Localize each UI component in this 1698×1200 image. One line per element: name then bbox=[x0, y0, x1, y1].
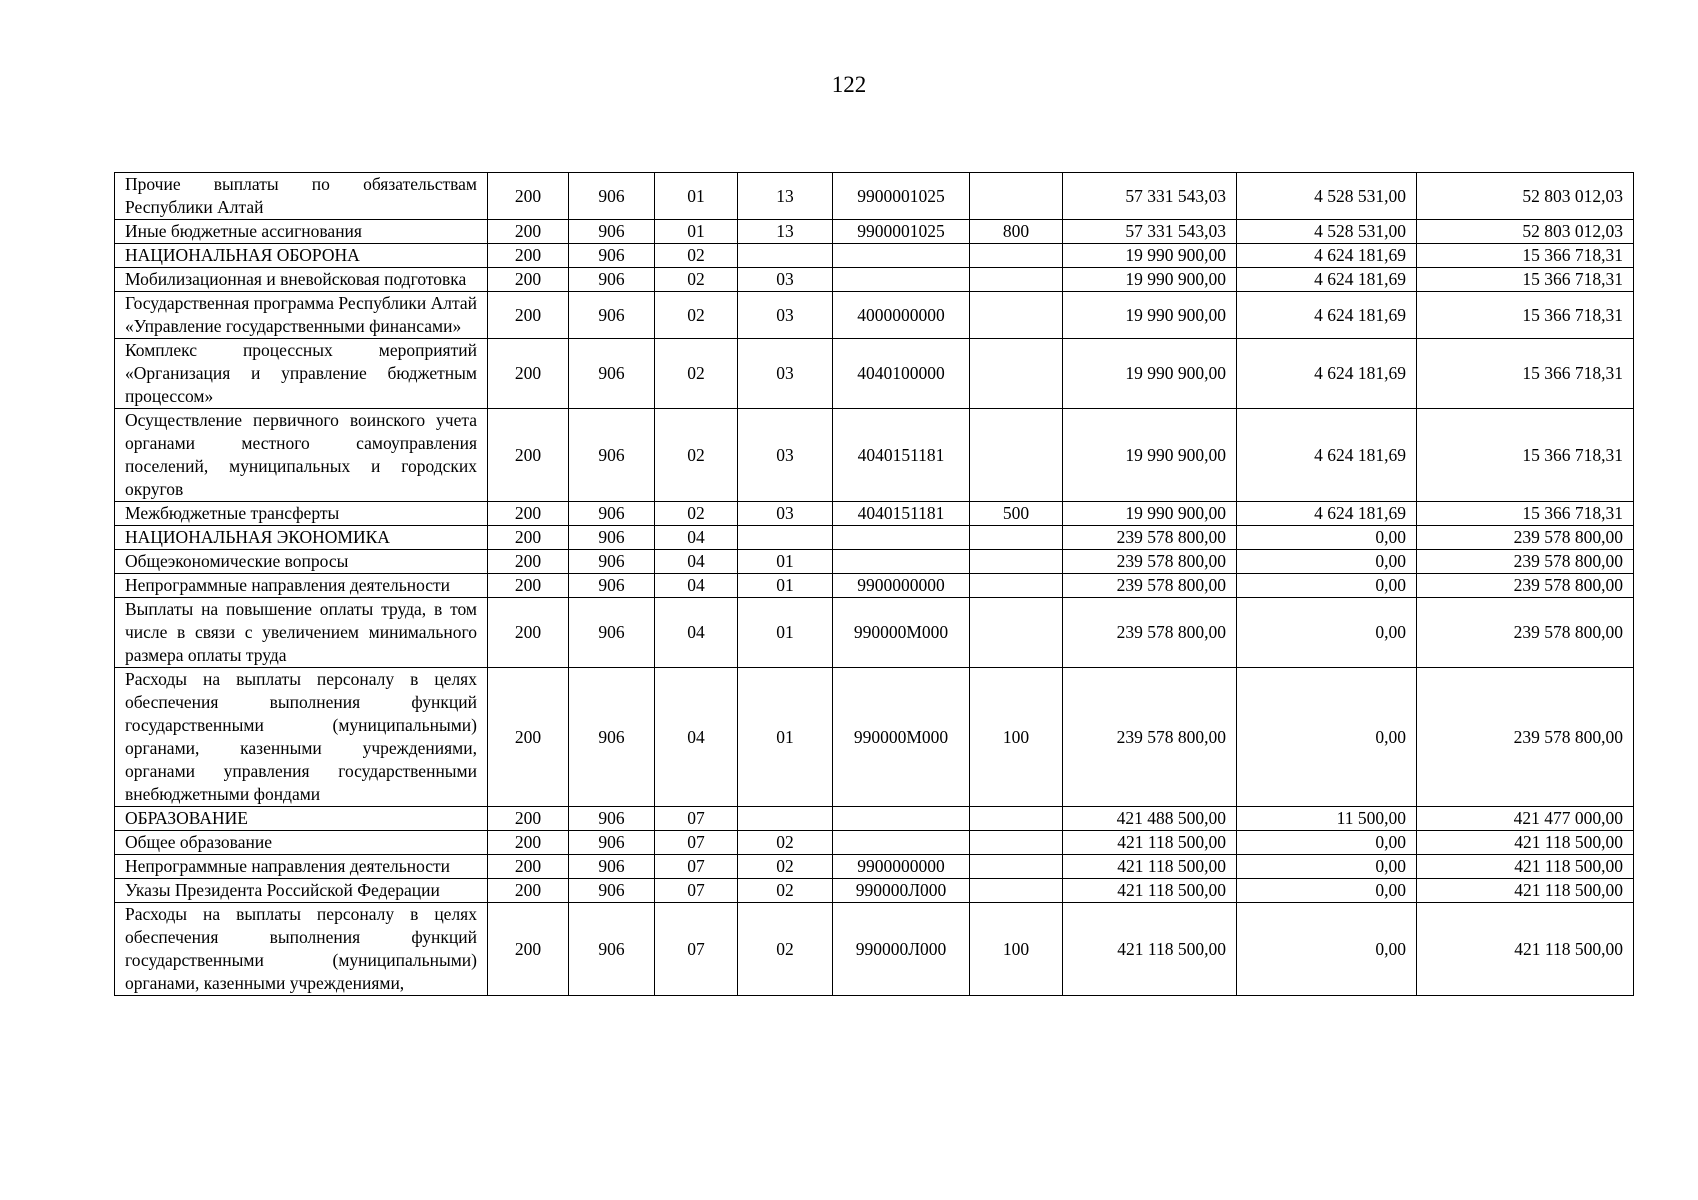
section-code: 200 bbox=[488, 807, 569, 831]
target-article-code bbox=[833, 550, 970, 574]
amount-result: 421 118 500,00 bbox=[1417, 903, 1634, 996]
amount-total: 19 990 900,00 bbox=[1063, 502, 1237, 526]
target-article-code bbox=[833, 268, 970, 292]
expense-type-code bbox=[970, 268, 1063, 292]
chapter-code: 02 bbox=[655, 244, 738, 268]
ministry-code: 906 bbox=[569, 879, 655, 903]
amount-change: 0,00 bbox=[1237, 574, 1417, 598]
row-name: ОБРАЗОВАНИЕ bbox=[115, 807, 488, 831]
table-row bbox=[115, 879, 1634, 903]
table-row bbox=[115, 598, 1634, 668]
expense-type-code bbox=[970, 339, 1063, 409]
subsection-code: 01 bbox=[738, 574, 833, 598]
subsection-code: 03 bbox=[738, 292, 833, 339]
amount-result: 421 118 500,00 bbox=[1417, 879, 1634, 903]
budget-table bbox=[114, 172, 1634, 996]
amount-total: 239 578 800,00 bbox=[1063, 668, 1237, 807]
row-name: Общеэкономические вопросы bbox=[115, 550, 488, 574]
row-name: Выплаты на повышение оплаты труда, в том числе в связи с увеличением минимального размера оплаты труда bbox=[115, 598, 488, 668]
expense-type-code bbox=[970, 292, 1063, 339]
subsection-code: 13 bbox=[738, 220, 833, 244]
row-name: Комплекс процессных мероприятий «Организация и управление бюджетным процессом» bbox=[115, 339, 488, 409]
ministry-code: 906 bbox=[569, 244, 655, 268]
target-article-code: 9900001025 bbox=[833, 173, 970, 220]
section-code: 200 bbox=[488, 268, 569, 292]
table-row bbox=[115, 292, 1634, 339]
table-row bbox=[115, 173, 1634, 220]
subsection-code: 01 bbox=[738, 668, 833, 807]
chapter-code: 04 bbox=[655, 668, 738, 807]
ministry-code: 906 bbox=[569, 502, 655, 526]
amount-change: 4 528 531,00 bbox=[1237, 220, 1417, 244]
target-article-code bbox=[833, 526, 970, 550]
ministry-code: 906 bbox=[569, 668, 655, 807]
amount-total: 57 331 543,03 bbox=[1063, 220, 1237, 244]
ministry-code: 906 bbox=[569, 339, 655, 409]
row-name: НАЦИОНАЛЬНАЯ ЭКОНОМИКА bbox=[115, 526, 488, 550]
amount-change: 0,00 bbox=[1237, 550, 1417, 574]
ministry-code: 906 bbox=[569, 550, 655, 574]
section-code: 200 bbox=[488, 292, 569, 339]
chapter-code: 07 bbox=[655, 855, 738, 879]
row-name: Непрограммные направления деятельности bbox=[115, 855, 488, 879]
expense-type-code: 100 bbox=[970, 668, 1063, 807]
amount-change: 11 500,00 bbox=[1237, 807, 1417, 831]
amount-total: 19 990 900,00 bbox=[1063, 339, 1237, 409]
page-number: 122 bbox=[831, 72, 867, 97]
row-name: Прочие выплаты по обязательствам Республики Алтай bbox=[115, 173, 488, 220]
chapter-code: 07 bbox=[655, 879, 738, 903]
amount-result: 15 366 718,31 bbox=[1417, 339, 1634, 409]
amount-result: 15 366 718,31 bbox=[1417, 409, 1634, 502]
amount-result: 239 578 800,00 bbox=[1417, 550, 1634, 574]
subsection-code bbox=[738, 244, 833, 268]
ministry-code: 906 bbox=[569, 292, 655, 339]
ministry-code: 906 bbox=[569, 855, 655, 879]
amount-result: 15 366 718,31 bbox=[1417, 292, 1634, 339]
table-row bbox=[115, 668, 1634, 807]
section-code: 200 bbox=[488, 409, 569, 502]
expense-type-code bbox=[970, 409, 1063, 502]
target-article-code: 9900000000 bbox=[833, 574, 970, 598]
subsection-code: 13 bbox=[738, 173, 833, 220]
chapter-code: 04 bbox=[655, 526, 738, 550]
ministry-code: 906 bbox=[569, 831, 655, 855]
section-code: 200 bbox=[488, 244, 569, 268]
subsection-code: 03 bbox=[738, 502, 833, 526]
target-article-code: 9900001025 bbox=[833, 220, 970, 244]
subsection-code: 02 bbox=[738, 903, 833, 996]
chapter-code: 04 bbox=[655, 598, 738, 668]
amount-change: 4 624 181,69 bbox=[1237, 502, 1417, 526]
amount-total: 421 118 500,00 bbox=[1063, 831, 1237, 855]
section-code: 200 bbox=[488, 550, 569, 574]
table-row bbox=[115, 855, 1634, 879]
row-name: Общее образование bbox=[115, 831, 488, 855]
amount-change: 4 624 181,69 bbox=[1237, 268, 1417, 292]
amount-change: 0,00 bbox=[1237, 903, 1417, 996]
amount-result: 239 578 800,00 bbox=[1417, 668, 1634, 807]
expense-type-code bbox=[970, 879, 1063, 903]
amount-change: 0,00 bbox=[1237, 831, 1417, 855]
subsection-code: 02 bbox=[738, 831, 833, 855]
subsection-code: 02 bbox=[738, 855, 833, 879]
amount-change: 4 624 181,69 bbox=[1237, 409, 1417, 502]
target-article-code: 9900000000 bbox=[833, 855, 970, 879]
table-row bbox=[115, 550, 1634, 574]
section-code: 200 bbox=[488, 574, 569, 598]
section-code: 200 bbox=[488, 903, 569, 996]
table-row bbox=[115, 574, 1634, 598]
expense-type-code: 100 bbox=[970, 903, 1063, 996]
expense-type-code bbox=[970, 831, 1063, 855]
chapter-code: 02 bbox=[655, 502, 738, 526]
table-row bbox=[115, 807, 1634, 831]
chapter-code: 07 bbox=[655, 903, 738, 996]
amount-result: 239 578 800,00 bbox=[1417, 526, 1634, 550]
amount-total: 239 578 800,00 bbox=[1063, 574, 1237, 598]
amount-change: 4 528 531,00 bbox=[1237, 173, 1417, 220]
amount-total: 421 118 500,00 bbox=[1063, 879, 1237, 903]
amount-result: 52 803 012,03 bbox=[1417, 220, 1634, 244]
target-article-code bbox=[833, 244, 970, 268]
amount-result: 15 366 718,31 bbox=[1417, 244, 1634, 268]
target-article-code bbox=[833, 807, 970, 831]
expense-type-code bbox=[970, 807, 1063, 831]
row-name: Межбюджетные трансферты bbox=[115, 502, 488, 526]
chapter-code: 02 bbox=[655, 268, 738, 292]
chapter-code: 04 bbox=[655, 550, 738, 574]
row-name: Непрограммные направления деятельности bbox=[115, 574, 488, 598]
chapter-code: 02 bbox=[655, 339, 738, 409]
row-name: Государственная программа Республики Алтай «Управление государственными финансами» bbox=[115, 292, 488, 339]
amount-total: 19 990 900,00 bbox=[1063, 292, 1237, 339]
table-row bbox=[115, 903, 1634, 996]
table-row bbox=[115, 220, 1634, 244]
ministry-code: 906 bbox=[569, 598, 655, 668]
target-article-code: 990000Л000 bbox=[833, 903, 970, 996]
ministry-code: 906 bbox=[569, 903, 655, 996]
expense-type-code bbox=[970, 173, 1063, 220]
amount-total: 239 578 800,00 bbox=[1063, 526, 1237, 550]
section-code: 200 bbox=[488, 879, 569, 903]
chapter-code: 01 bbox=[655, 173, 738, 220]
target-article-code: 4000000000 bbox=[833, 292, 970, 339]
chapter-code: 02 bbox=[655, 292, 738, 339]
row-name: Осуществление первичного воинского учета органами местного самоуправления поселений, муниципальных и городских округов bbox=[115, 409, 488, 502]
target-article-code: 4040151181 bbox=[833, 409, 970, 502]
amount-result: 239 578 800,00 bbox=[1417, 598, 1634, 668]
row-name: Расходы на выплаты персоналу в целях обеспечения выполнения функций государственными (муниципальными) органами, казенными учреждениями, органами управления государственными внебюджетными фондами bbox=[115, 668, 488, 807]
table-row bbox=[115, 409, 1634, 502]
section-code: 200 bbox=[488, 173, 569, 220]
subsection-code: 03 bbox=[738, 409, 833, 502]
section-code: 200 bbox=[488, 668, 569, 807]
chapter-code: 07 bbox=[655, 807, 738, 831]
amount-total: 57 331 543,03 bbox=[1063, 173, 1237, 220]
amount-change: 0,00 bbox=[1237, 598, 1417, 668]
amount-total: 421 118 500,00 bbox=[1063, 855, 1237, 879]
amount-total: 19 990 900,00 bbox=[1063, 409, 1237, 502]
section-code: 200 bbox=[488, 598, 569, 668]
ministry-code: 906 bbox=[569, 574, 655, 598]
amount-result: 421 118 500,00 bbox=[1417, 831, 1634, 855]
amount-change: 4 624 181,69 bbox=[1237, 244, 1417, 268]
amount-result: 239 578 800,00 bbox=[1417, 574, 1634, 598]
amount-result: 52 803 012,03 bbox=[1417, 173, 1634, 220]
ministry-code: 906 bbox=[569, 807, 655, 831]
table-row bbox=[115, 526, 1634, 550]
table-row bbox=[115, 244, 1634, 268]
ministry-code: 906 bbox=[569, 173, 655, 220]
section-code: 200 bbox=[488, 502, 569, 526]
expense-type-code: 800 bbox=[970, 220, 1063, 244]
section-code: 200 bbox=[488, 855, 569, 879]
target-article-code: 4040151181 bbox=[833, 502, 970, 526]
amount-change: 4 624 181,69 bbox=[1237, 292, 1417, 339]
row-name: НАЦИОНАЛЬНАЯ ОБОРОНА bbox=[115, 244, 488, 268]
target-article-code bbox=[833, 831, 970, 855]
amount-total: 239 578 800,00 bbox=[1063, 550, 1237, 574]
target-article-code: 990000М000 bbox=[833, 668, 970, 807]
expense-type-code: 500 bbox=[970, 502, 1063, 526]
subsection-code: 03 bbox=[738, 339, 833, 409]
subsection-code bbox=[738, 526, 833, 550]
amount-result: 15 366 718,31 bbox=[1417, 268, 1634, 292]
ministry-code: 906 bbox=[569, 409, 655, 502]
expense-type-code bbox=[970, 598, 1063, 668]
expense-type-code bbox=[970, 244, 1063, 268]
subsection-code: 01 bbox=[738, 550, 833, 574]
subsection-code: 02 bbox=[738, 879, 833, 903]
expense-type-code bbox=[970, 574, 1063, 598]
target-article-code: 990000М000 bbox=[833, 598, 970, 668]
chapter-code: 07 bbox=[655, 831, 738, 855]
expense-type-code bbox=[970, 855, 1063, 879]
row-name: Мобилизационная и вневойсковая подготовка bbox=[115, 268, 488, 292]
chapter-code: 02 bbox=[655, 409, 738, 502]
subsection-code: 01 bbox=[738, 598, 833, 668]
amount-result: 421 118 500,00 bbox=[1417, 855, 1634, 879]
chapter-code: 01 bbox=[655, 220, 738, 244]
table-row bbox=[115, 502, 1634, 526]
amount-total: 19 990 900,00 bbox=[1063, 244, 1237, 268]
ministry-code: 906 bbox=[569, 220, 655, 244]
table-row bbox=[115, 339, 1634, 409]
section-code: 200 bbox=[488, 526, 569, 550]
amount-change: 4 624 181,69 bbox=[1237, 339, 1417, 409]
subsection-code bbox=[738, 807, 833, 831]
section-code: 200 bbox=[488, 831, 569, 855]
row-name: Указы Президента Российской Федерации bbox=[115, 879, 488, 903]
amount-total: 19 990 900,00 bbox=[1063, 268, 1237, 292]
section-code: 200 bbox=[488, 220, 569, 244]
section-code: 200 bbox=[488, 339, 569, 409]
row-name: Расходы на выплаты персоналу в целях обеспечения выполнения функций государственными (муниципальными) органами, казенными учреждениями, bbox=[115, 903, 488, 996]
ministry-code: 906 bbox=[569, 268, 655, 292]
chapter-code: 04 bbox=[655, 574, 738, 598]
table-row bbox=[115, 831, 1634, 855]
expense-type-code bbox=[970, 526, 1063, 550]
amount-total: 421 118 500,00 bbox=[1063, 903, 1237, 996]
amount-change: 0,00 bbox=[1237, 526, 1417, 550]
amount-change: 0,00 bbox=[1237, 879, 1417, 903]
amount-change: 0,00 bbox=[1237, 668, 1417, 807]
amount-total: 421 488 500,00 bbox=[1063, 807, 1237, 831]
subsection-code: 03 bbox=[738, 268, 833, 292]
amount-change: 0,00 bbox=[1237, 855, 1417, 879]
ministry-code: 906 bbox=[569, 526, 655, 550]
amount-result: 421 477 000,00 bbox=[1417, 807, 1634, 831]
target-article-code: 4040100000 bbox=[833, 339, 970, 409]
row-name: Иные бюджетные ассигнования bbox=[115, 220, 488, 244]
expense-type-code bbox=[970, 550, 1063, 574]
amount-result: 15 366 718,31 bbox=[1417, 502, 1634, 526]
target-article-code: 990000Л000 bbox=[833, 879, 970, 903]
amount-total: 239 578 800,00 bbox=[1063, 598, 1237, 668]
table-row bbox=[115, 268, 1634, 292]
